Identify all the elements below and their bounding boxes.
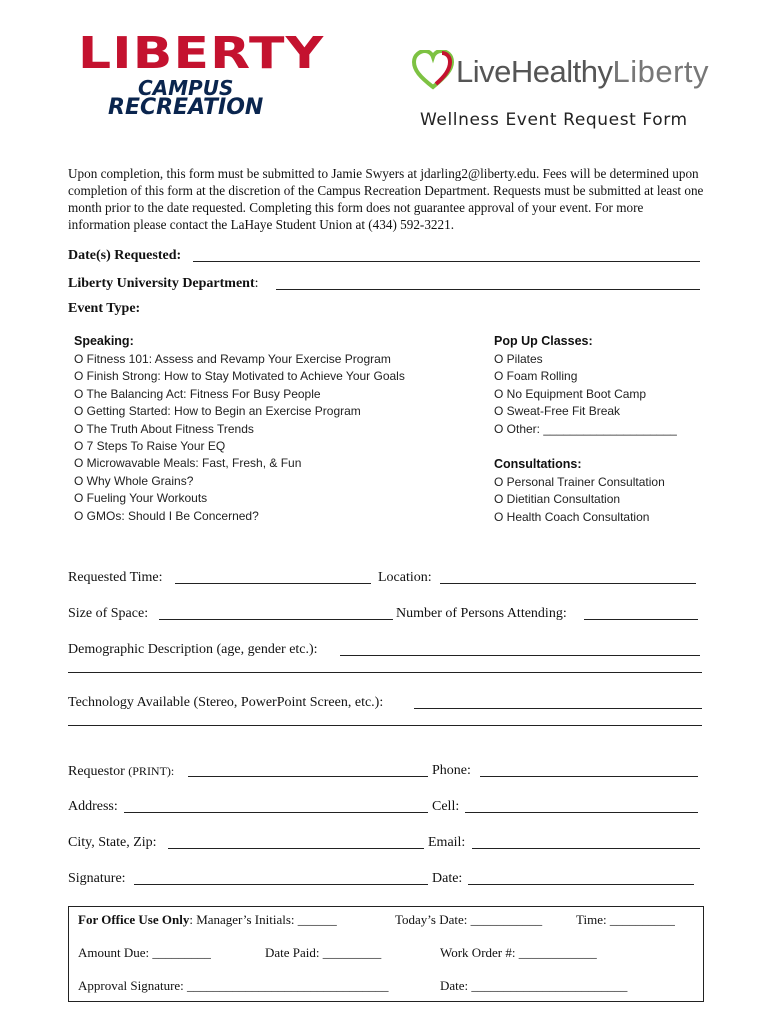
technology-input[interactable] — [414, 708, 702, 709]
campus-logo-text: CAMPUS — [138, 76, 234, 100]
cell-label: Cell: — [432, 799, 460, 814]
demographic-label: Demographic Description (age, gender etc.): — [68, 642, 318, 657]
office-initials-row — [78, 912, 337, 928]
popup-classes-heading: Pop Up Classes: — [494, 334, 593, 348]
live-healthy-liberty-logo — [456, 54, 709, 90]
technology-input-line-2[interactable] — [68, 725, 702, 726]
email-input[interactable] — [472, 848, 700, 849]
approval-date-field[interactable]: Date: ________________________ — [440, 978, 628, 993]
requested-time-label: Requested Time: — [68, 570, 163, 585]
speaking-option[interactable]: O Fitness 101: Assess and Revamp Your Exercise Program — [74, 352, 391, 366]
popup-option[interactable]: O No Equipment Boot Camp — [494, 386, 647, 401]
popup-option[interactable]: O Foam Rolling — [494, 369, 578, 384]
speaking-option[interactable]: O The Balancing Act: Fitness For Busy People — [74, 386, 321, 401]
requestor-input[interactable] — [188, 776, 428, 777]
department-input[interactable] — [276, 289, 700, 290]
demographic-input-line-2[interactable] — [68, 672, 702, 673]
speaking-option[interactable]: O GMOs: Should I Be Concerned? — [74, 508, 259, 523]
live-healthy-logo-text: LiveHealthy — [456, 54, 613, 89]
requestor-print-label: (PRINT): — [128, 764, 175, 778]
requestor-label-wrap — [68, 762, 174, 781]
location-label: Location: — [378, 570, 432, 585]
popup-option[interactable]: O Sweat-Free Fit Break — [494, 404, 621, 419]
todays-date-field[interactable]: Today’s Date: ___________ — [395, 912, 543, 927]
speaking-option[interactable]: O Microwavable Meals: Fast, Fresh, & Fun — [74, 456, 302, 471]
email-label: Email: — [428, 835, 466, 850]
consultation-option[interactable]: O Dietitian Consultation — [494, 492, 621, 507]
form-title: Wellness Event Request Form — [420, 110, 688, 130]
location-input[interactable] — [440, 583, 696, 584]
requestor-label: Requestor — [68, 764, 125, 779]
city-state-zip-input[interactable] — [168, 848, 424, 849]
requested-time-input[interactable] — [175, 583, 371, 584]
department-label-wrap — [68, 275, 259, 293]
size-of-space-input[interactable] — [159, 619, 393, 620]
consultation-option[interactable]: O Health Coach Consultation — [494, 509, 650, 524]
phone-input[interactable] — [480, 776, 698, 777]
popup-option-other[interactable]: O Other: ____________________ — [494, 421, 677, 436]
consultations-list — [494, 474, 665, 526]
consultation-option[interactable]: O Personal Trainer Consultation — [494, 475, 665, 489]
persons-attending-label: Number of Persons Attending: — [396, 606, 567, 621]
demographic-input[interactable] — [340, 655, 700, 656]
consultations-heading: Consultations: — [494, 457, 582, 471]
work-order-field[interactable]: Work Order #: ____________ — [440, 945, 597, 960]
speaking-option[interactable]: O Getting Started: How to Begin an Exercise Program — [74, 404, 361, 419]
managers-initials-field[interactable]: : Manager’s Initials: ______ — [189, 912, 337, 927]
date-label: Date: — [432, 871, 463, 886]
city-state-zip-label: City, State, Zip: — [68, 835, 157, 850]
address-label: Address: — [68, 799, 118, 814]
speaking-option[interactable]: O Finish Strong: How to Stay Motivated to Achieve Your Goals — [74, 369, 405, 384]
event-type-label: Event Type: — [68, 301, 141, 316]
popup-classes-list — [494, 351, 677, 438]
size-of-space-label: Size of Space: — [68, 606, 149, 621]
liberty-logo: LIBERTY — [78, 28, 325, 79]
office-time-field[interactable]: Time: __________ — [576, 912, 675, 927]
heart-icon — [412, 50, 454, 90]
date-input[interactable] — [468, 884, 694, 885]
department-colon: : — [254, 276, 259, 291]
recreation-logo-text: RECREATION — [108, 95, 264, 120]
approval-signature-field[interactable]: Approval Signature: _______________________________ — [78, 978, 389, 993]
dates-requested-input[interactable] — [193, 261, 700, 262]
speaking-option[interactable]: O The Truth About Fitness Trends — [74, 421, 254, 436]
amount-due-field[interactable]: Amount Due: _________ — [78, 945, 211, 960]
cell-input[interactable] — [465, 812, 698, 813]
popup-option[interactable]: O Pilates — [494, 352, 543, 366]
dates-requested-label: Date(s) Requested: — [68, 248, 182, 263]
intro-paragraph: Upon completion, this form must be submitted to Jamie Swyers at jdarling2@liberty.edu. Fees will be determined upon completion of this form at the discretion of the Campus Recreation Department. Requests must be submitted at least one month prior to the date requested. Completing this form does not guarantee approval of your event. For more information please contact the LaHaye Student Union at (434) 592-3221. — [68, 166, 704, 232]
address-input[interactable] — [124, 812, 428, 813]
speaking-heading: Speaking: — [74, 334, 134, 348]
office-use-label: For Office Use Only — [78, 912, 190, 927]
signature-input[interactable] — [134, 884, 428, 885]
persons-attending-input[interactable] — [584, 619, 698, 620]
speaking-option[interactable]: O Fueling Your Workouts — [74, 491, 208, 506]
phone-label: Phone: — [432, 763, 471, 778]
speaking-option[interactable]: O 7 Steps To Raise Your EQ — [74, 439, 226, 454]
department-label: Liberty University Department — [68, 276, 255, 291]
speaking-option[interactable]: O Why Whole Grains? — [74, 473, 194, 488]
speaking-list — [74, 351, 405, 525]
date-paid-field[interactable]: Date Paid: _________ — [265, 945, 382, 960]
technology-label: Technology Available (Stereo, PowerPoint Screen, etc.): — [68, 695, 384, 710]
liberty-logo-light-text: Liberty — [612, 54, 710, 89]
signature-label: Signature: — [68, 871, 126, 886]
